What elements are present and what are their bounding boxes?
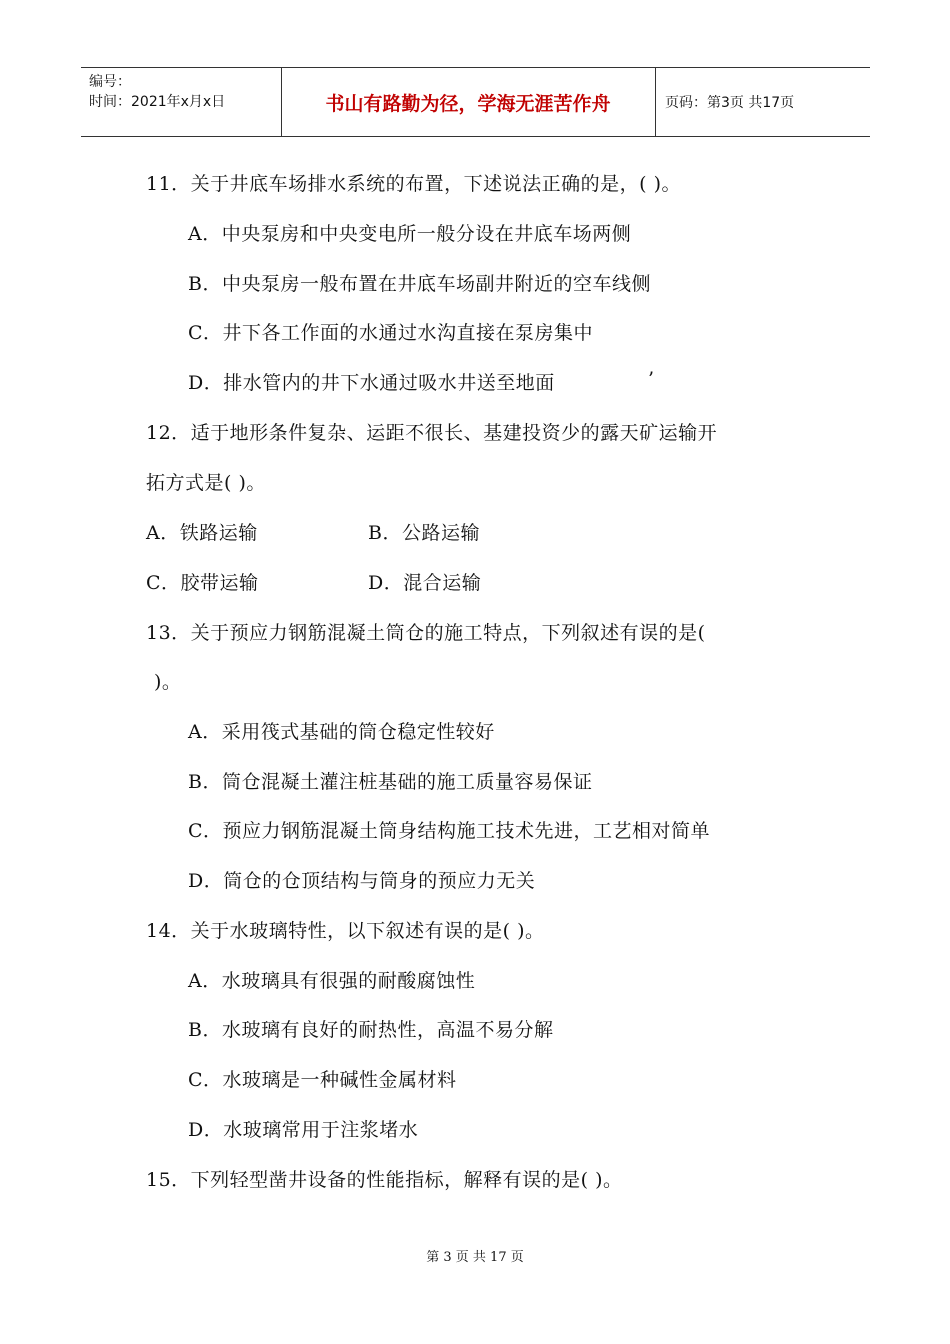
stray-mark: ’ bbox=[648, 368, 655, 390]
question-12-stem: 12．适于地形条件复杂、运距不很长、基建投资少的露天矿运输开 bbox=[146, 422, 718, 444]
header-motto: 书山有路勤为径，学海无涯苦作舟 bbox=[325, 92, 611, 115]
q14-option-a: A．水玻璃具有很强的耐酸腐蚀性 bbox=[188, 970, 476, 992]
q12-option-c: C．胶带运输 bbox=[146, 572, 259, 594]
header-divider bbox=[655, 68, 656, 136]
page-footer: 第 3 页 共 17 页 bbox=[426, 1250, 524, 1265]
question-12-stem-cont: 拓方式是( )。 bbox=[146, 472, 266, 494]
header-code-label: 编号： bbox=[89, 74, 131, 90]
header-meta bbox=[89, 72, 225, 112]
q12-option-a: A．铁路运输 bbox=[146, 522, 258, 544]
q11-option-d: D．排水管内的井下水通过吸水井送至地面 bbox=[188, 372, 555, 394]
q13-option-b: B．筒仓混凝土灌注桩基础的施工质量容易保证 bbox=[188, 771, 593, 793]
q12-option-b: B．公路运输 bbox=[368, 522, 480, 544]
q11-option-b: B．中央泵房一般布置在井底车场副井附近的空车线侧 bbox=[188, 273, 651, 295]
question-13-stem: 13．关于预应力钢筋混凝土筒仓的施工特点，下列叙述有误的是( bbox=[146, 622, 706, 644]
q13-option-c: C．预应力钢筋混凝土筒身结构施工技术先进，工艺相对简单 bbox=[188, 820, 711, 842]
header-divider bbox=[281, 68, 282, 136]
q12-option-d: D．混合运输 bbox=[368, 572, 482, 594]
q14-option-d: D．水玻璃常用于注浆堵水 bbox=[188, 1119, 419, 1141]
question-13-stem-cont: )。 bbox=[154, 671, 182, 693]
page-header bbox=[81, 67, 870, 137]
q11-option-a: A．中央泵房和中央变电所一般分设在井底车场两侧 bbox=[188, 223, 632, 245]
q13-option-a: A．采用筏式基础的筒仓稳定性较好 bbox=[188, 721, 495, 743]
question-15-stem: 15．下列轻型凿井设备的性能指标，解释有误的是( )。 bbox=[146, 1169, 623, 1191]
question-11-stem: 11．关于井底车场排水系统的布置，下述说法正确的是，( )。 bbox=[146, 173, 682, 195]
q14-option-c: C．水玻璃是一种碱性金属材料 bbox=[188, 1069, 457, 1091]
q11-option-c: C．井下各工作面的水通过水沟直接在泵房集中 bbox=[188, 322, 594, 344]
q14-option-b: B．水玻璃有良好的耐热性，高温不易分解 bbox=[188, 1019, 554, 1041]
q13-option-d: D．筒仓的仓顶结构与筒身的预应力无关 bbox=[188, 870, 536, 892]
header-page-info: 页码：第3页 共17页 bbox=[665, 95, 795, 111]
question-14-stem: 14．关于水玻璃特性，以下叙述有误的是( )。 bbox=[146, 920, 545, 942]
header-date: 时间：2021年x月x日 bbox=[89, 94, 226, 110]
